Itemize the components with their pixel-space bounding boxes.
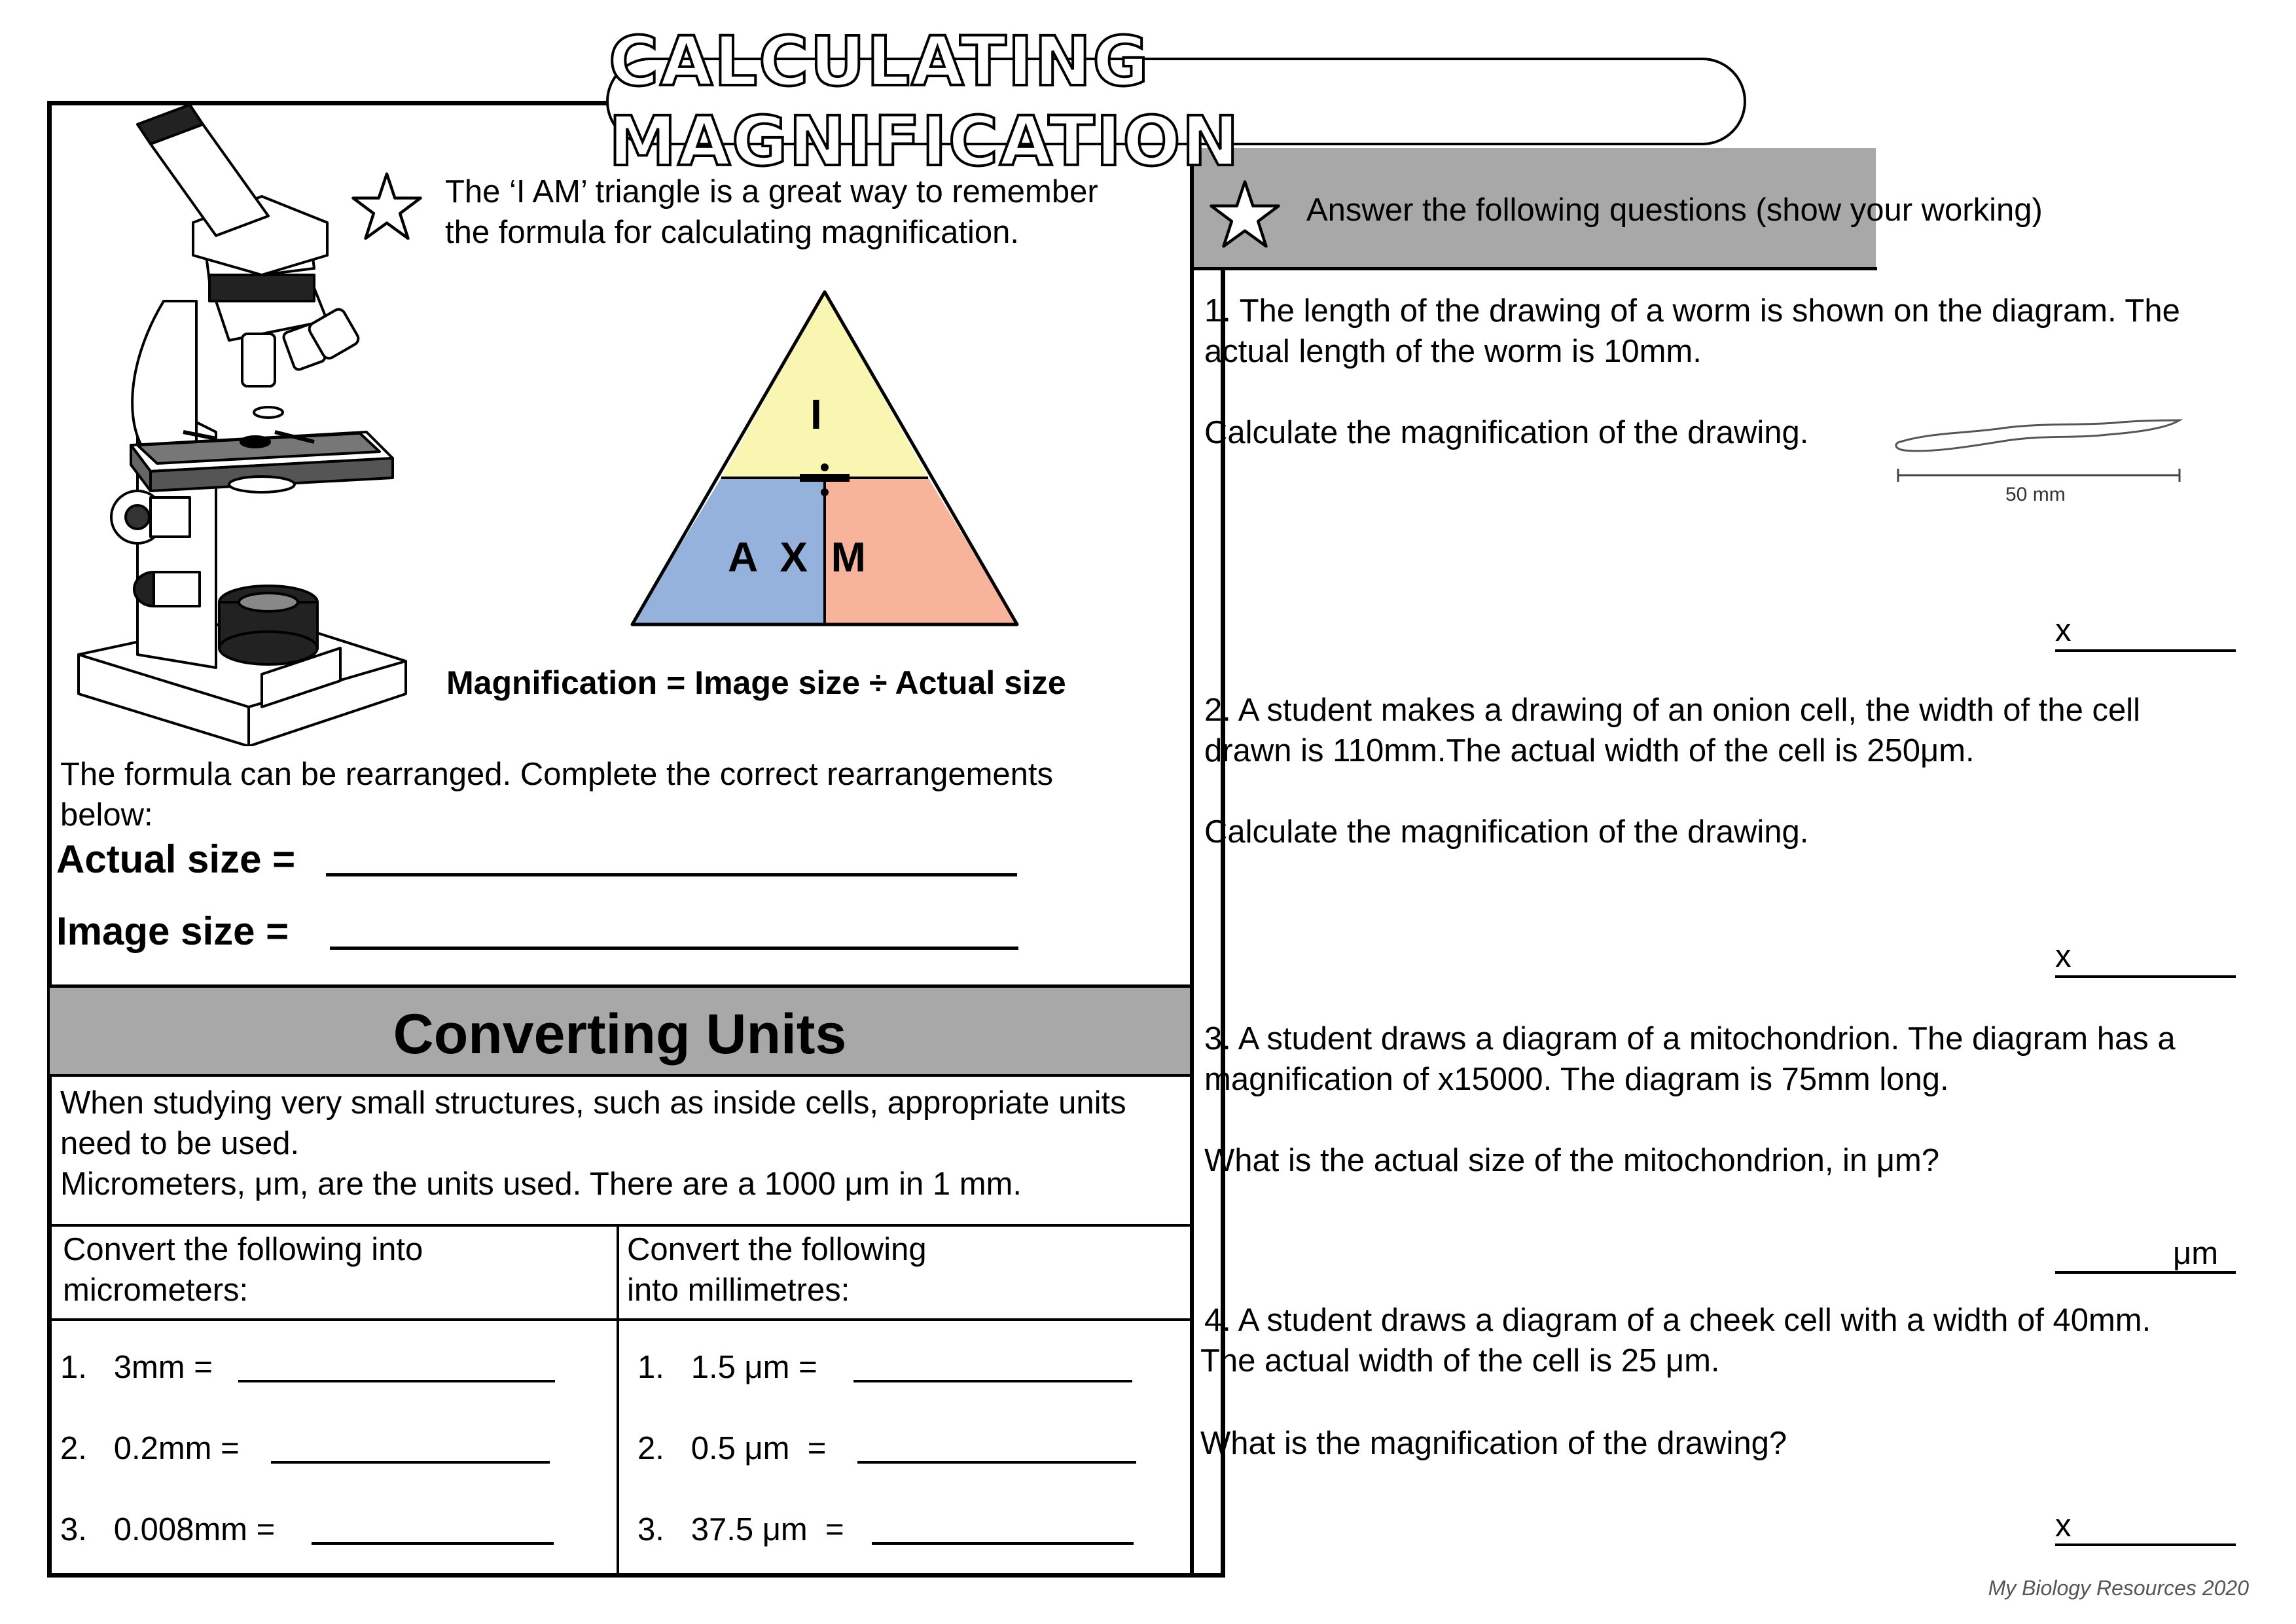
actual-size-label: Actual size = xyxy=(56,837,296,881)
question-2-line-2: drawn is 110mm.The actual width of the cell is 250μm. xyxy=(1204,733,1975,768)
question-3-line-1: 3. A student draws a diagram of a mitochondrion. The diagram has a xyxy=(1204,1021,2176,1056)
question-1-answer-unit: x xyxy=(2055,613,2072,648)
right-table-header-line-1: Convert the following xyxy=(627,1232,927,1267)
convert-mm-answer-3[interactable] xyxy=(872,1542,1134,1545)
question-3-answer-line[interactable] xyxy=(2055,1271,2236,1274)
column-divider xyxy=(1190,145,1194,1578)
convert-um-answer-2[interactable] xyxy=(271,1461,550,1464)
star-icon xyxy=(350,170,423,244)
table-column-divider xyxy=(617,1224,619,1578)
image-size-answer-line[interactable] xyxy=(330,947,1018,950)
question-1-line-3: Calculate the magnification of the drawing. xyxy=(1204,415,1809,450)
question-2-answer-unit: x xyxy=(2055,939,2072,974)
triangle-top-section xyxy=(721,292,928,478)
table-top-border xyxy=(47,1224,1193,1227)
convert-mm-answer-1[interactable] xyxy=(853,1380,1132,1382)
convert-mm-item-3: 3. 37.5 μm = xyxy=(637,1512,844,1547)
worm-scale-label: 50 mm xyxy=(2005,484,2066,505)
table-header-border xyxy=(47,1318,1193,1321)
question-4-line-1: 4. A student draws a diagram of a cheek cell with a width of 40mm. xyxy=(1204,1303,2151,1338)
image-size-label: Image size = xyxy=(56,909,289,953)
rearrange-text-line-2: below: xyxy=(60,797,153,833)
convert-um-item-2: 2. 0.2mm = xyxy=(60,1431,240,1466)
left-table-header-line-1: Convert the following into xyxy=(63,1232,423,1267)
question-4-line-2: The actual width of the cell is 25 μm. xyxy=(1200,1343,1720,1379)
converting-para-line-2: need to be used. xyxy=(60,1126,300,1161)
question-3-line-2: magnification of x15000. The diagram is 75mm long. xyxy=(1204,1062,1949,1097)
rearrange-text-line-1: The formula can be rearranged. Complete the correct rearrangements xyxy=(60,757,1054,792)
convert-mm-item-2: 2. 0.5 μm = xyxy=(637,1431,827,1466)
intro-line-2: the formula for calculating magnification. xyxy=(445,215,1019,250)
header-bottom-border xyxy=(47,1074,1193,1077)
convert-um-answer-3[interactable] xyxy=(312,1542,554,1545)
star-icon xyxy=(1208,178,1282,251)
convert-um-item-1: 1. 3mm = xyxy=(60,1350,213,1385)
left-table-header-line-2: micrometers: xyxy=(63,1272,249,1308)
magnification-formula: Magnification = Image size ÷ Actual size xyxy=(446,664,1066,701)
question-3-line-3: What is the actual size of the mitochondrion, in μm? xyxy=(1204,1143,1940,1178)
question-2-line-3: Calculate the magnification of the drawing. xyxy=(1204,814,1809,850)
convert-mm-answer-2[interactable] xyxy=(857,1461,1136,1464)
intro-line-1: The ‘I AM’ triangle is a great way to remember xyxy=(445,174,1098,209)
converting-para-line-1: When studying very small structures, such as inside cells, appropriate units xyxy=(60,1085,1126,1121)
triangle-i-label: I xyxy=(810,391,822,438)
converting-units-heading: Converting Units xyxy=(393,1003,847,1066)
question-1-answer-line[interactable] xyxy=(2055,649,2236,652)
questions-header-text: Answer the following questions (show your working) xyxy=(1306,192,2043,228)
questions-header-border xyxy=(1194,267,1877,270)
question-4-answer-line[interactable] xyxy=(2055,1543,2236,1546)
convert-um-answer-1[interactable] xyxy=(238,1380,555,1382)
question-3-answer-unit: μm xyxy=(2173,1236,2219,1271)
question-1-line-1: 1. The length of the drawing of a worm is shown on the diagram. The xyxy=(1204,293,2180,329)
question-2-line-1: 2. A student makes a drawing of an onion cell, the width of the cell xyxy=(1204,693,2141,728)
convert-um-item-3: 3. 0.008mm = xyxy=(60,1512,276,1547)
right-table-header-line-2: into millimetres: xyxy=(627,1272,850,1308)
question-2-answer-line[interactable] xyxy=(2055,975,2236,978)
footer-credit: My Biology Resources 2020 xyxy=(1988,1576,2249,1600)
page-title: CALCULATING MAGNIFICATION xyxy=(609,22,1240,181)
title-banner xyxy=(606,22,1746,181)
question-4-answer-unit: x xyxy=(2055,1508,2072,1543)
converting-para-line-3: Micrometers, μm, are the units used. There are a 1000 μm in 1 mm. xyxy=(60,1166,1022,1202)
convert-mm-item-1: 1. 1.5 μm = xyxy=(637,1350,817,1385)
question-4-line-3: What is the magnification of the drawing? xyxy=(1200,1426,1787,1461)
question-1-line-2: actual length of the worm is 10mm. xyxy=(1204,334,1702,369)
triangle-axm-label: A X M xyxy=(728,533,866,581)
actual-size-answer-line[interactable] xyxy=(326,873,1017,876)
